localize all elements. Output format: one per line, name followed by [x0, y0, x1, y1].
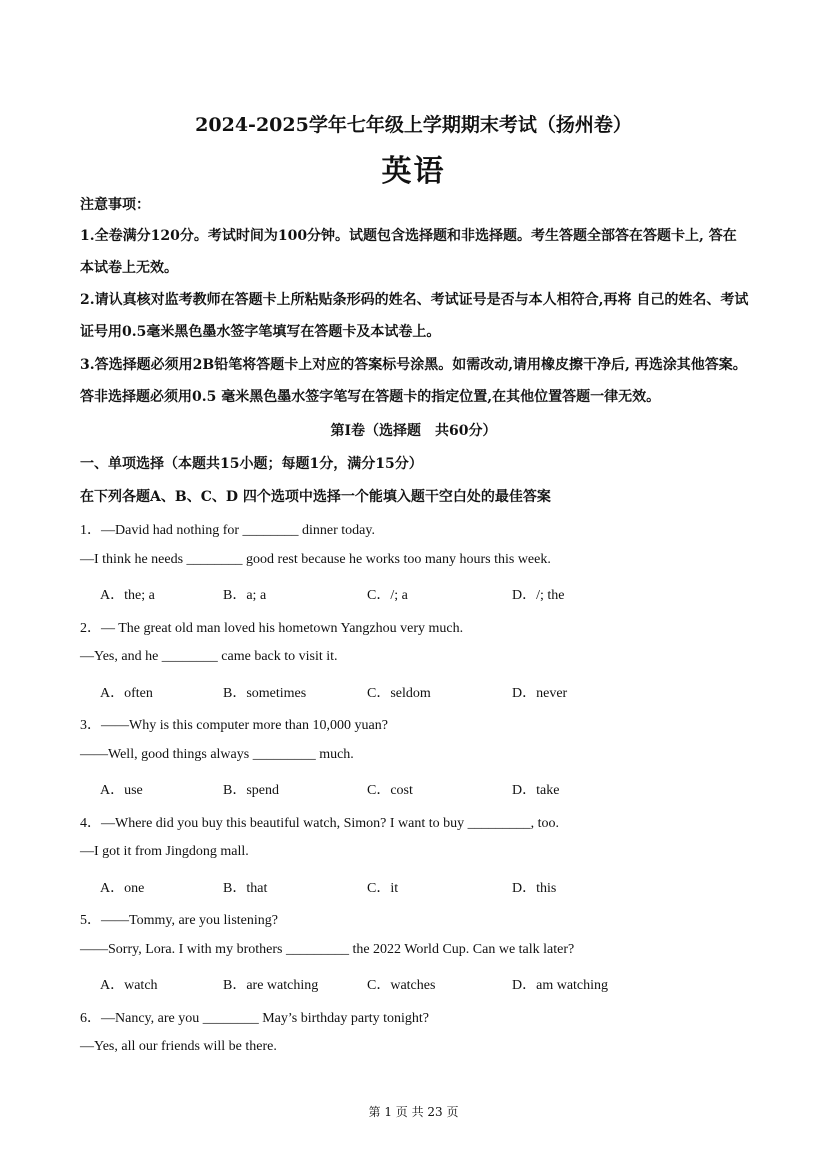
option-a[interactable]: A．use	[100, 783, 143, 798]
question-5-reply: ——Sorry, Lora. I with my brothers _________ the 2022 World Cup. Can we talk later?	[80, 942, 575, 957]
option-d[interactable]: D．take	[512, 783, 560, 798]
exam-title: 2024-2025学年七年级上学期期末考试（扬州卷）	[195, 114, 632, 136]
question-1-reply: —I think he needs ________ good rest because he works too many hours this week.	[80, 552, 551, 567]
question-3-reply: ——Well, good things always _________ much.	[80, 747, 354, 762]
option-b[interactable]: B．are watching	[223, 978, 319, 993]
option-c[interactable]: C．watches	[367, 978, 436, 993]
question-2-prompt: 2．— The great old man loved his hometown Yangzhou very much.	[80, 621, 464, 636]
question-3-prompt: 3．——Why is this computer more than 10,000 yuan?	[80, 718, 388, 733]
option-b[interactable]: B．that	[223, 881, 268, 896]
instruction: 在下列各题A、B、C、D 四个选项中选择一个能填入题干空白处的最佳答案	[80, 489, 551, 505]
option-b[interactable]: B．a; a	[223, 588, 267, 603]
option-a[interactable]: A．often	[100, 686, 153, 701]
option-b[interactable]: B．sometimes	[223, 686, 307, 701]
option-c[interactable]: C．/; a	[367, 588, 408, 603]
question-1-prompt: 1．—David had nothing for ________ dinner today.	[80, 523, 375, 538]
option-a[interactable]: A．one	[100, 881, 145, 896]
question-4-prompt: 4．—Where did you buy this beautiful watch, Simon? I want to buy _________, too.	[80, 816, 560, 831]
option-a[interactable]: A．the; a	[100, 588, 155, 603]
subject-title: 英语	[381, 154, 446, 189]
option-c[interactable]: C．cost	[367, 783, 413, 798]
notice-item-1: 1.全卷满分120分。考试时间为100分钟。试题包含选择题和非选择题。考生答题全部答在答题卡上, 答在本试卷上无效。	[80, 228, 737, 276]
notice-item-3: 3.答选择题必须用2B铅笔将答题卡上对应的答案标号涂黑。如需改动,请用橡皮擦干净后, 再选涂其他答案。答非选择题必须用0.5 毫米黑色墨水签字笔写在答题卡的指定位置,在其他位置答题一律无效。	[80, 357, 747, 405]
question-6-reply: —Yes, all our friends will be there.	[80, 1039, 277, 1054]
question-6-prompt: 6．—Nancy, are you ________ May’s birthday party tonight?	[80, 1011, 430, 1026]
option-d[interactable]: D．never	[512, 686, 568, 701]
option-c[interactable]: C．seldom	[367, 686, 431, 701]
option-b[interactable]: B．spend	[223, 783, 279, 798]
page-number: 第 1 页 共 23 页	[368, 1105, 459, 1119]
question-2-reply: —Yes, and he ________ came back to visit it.	[80, 649, 338, 664]
question-4-reply: —I got it from Jingdong mall.	[80, 844, 249, 859]
question-5-prompt: 5．——Tommy, are you listening?	[80, 913, 278, 928]
notice-heading: 注意事项：	[80, 197, 150, 213]
option-d[interactable]: D．this	[512, 881, 557, 896]
notice-item-2: 2.请认真核对监考教师在答题卡上所粘贴条形码的姓名、考试证号是否与本人相符合,再将 自己的姓名、考试证号用0.5毫米黑色墨水签字笔填写在答题卡及本试卷上。	[80, 292, 749, 340]
part-title: 一、单项选择（本题共15小题；每题1分，满分15分）	[80, 456, 423, 472]
option-d[interactable]: D．/; the	[512, 588, 565, 603]
option-a[interactable]: A．watch	[100, 978, 158, 993]
option-c[interactable]: C．it	[367, 881, 399, 896]
option-d[interactable]: D．am watching	[512, 978, 609, 993]
section-title: 第I卷（选择题 共60分）	[330, 423, 497, 439]
